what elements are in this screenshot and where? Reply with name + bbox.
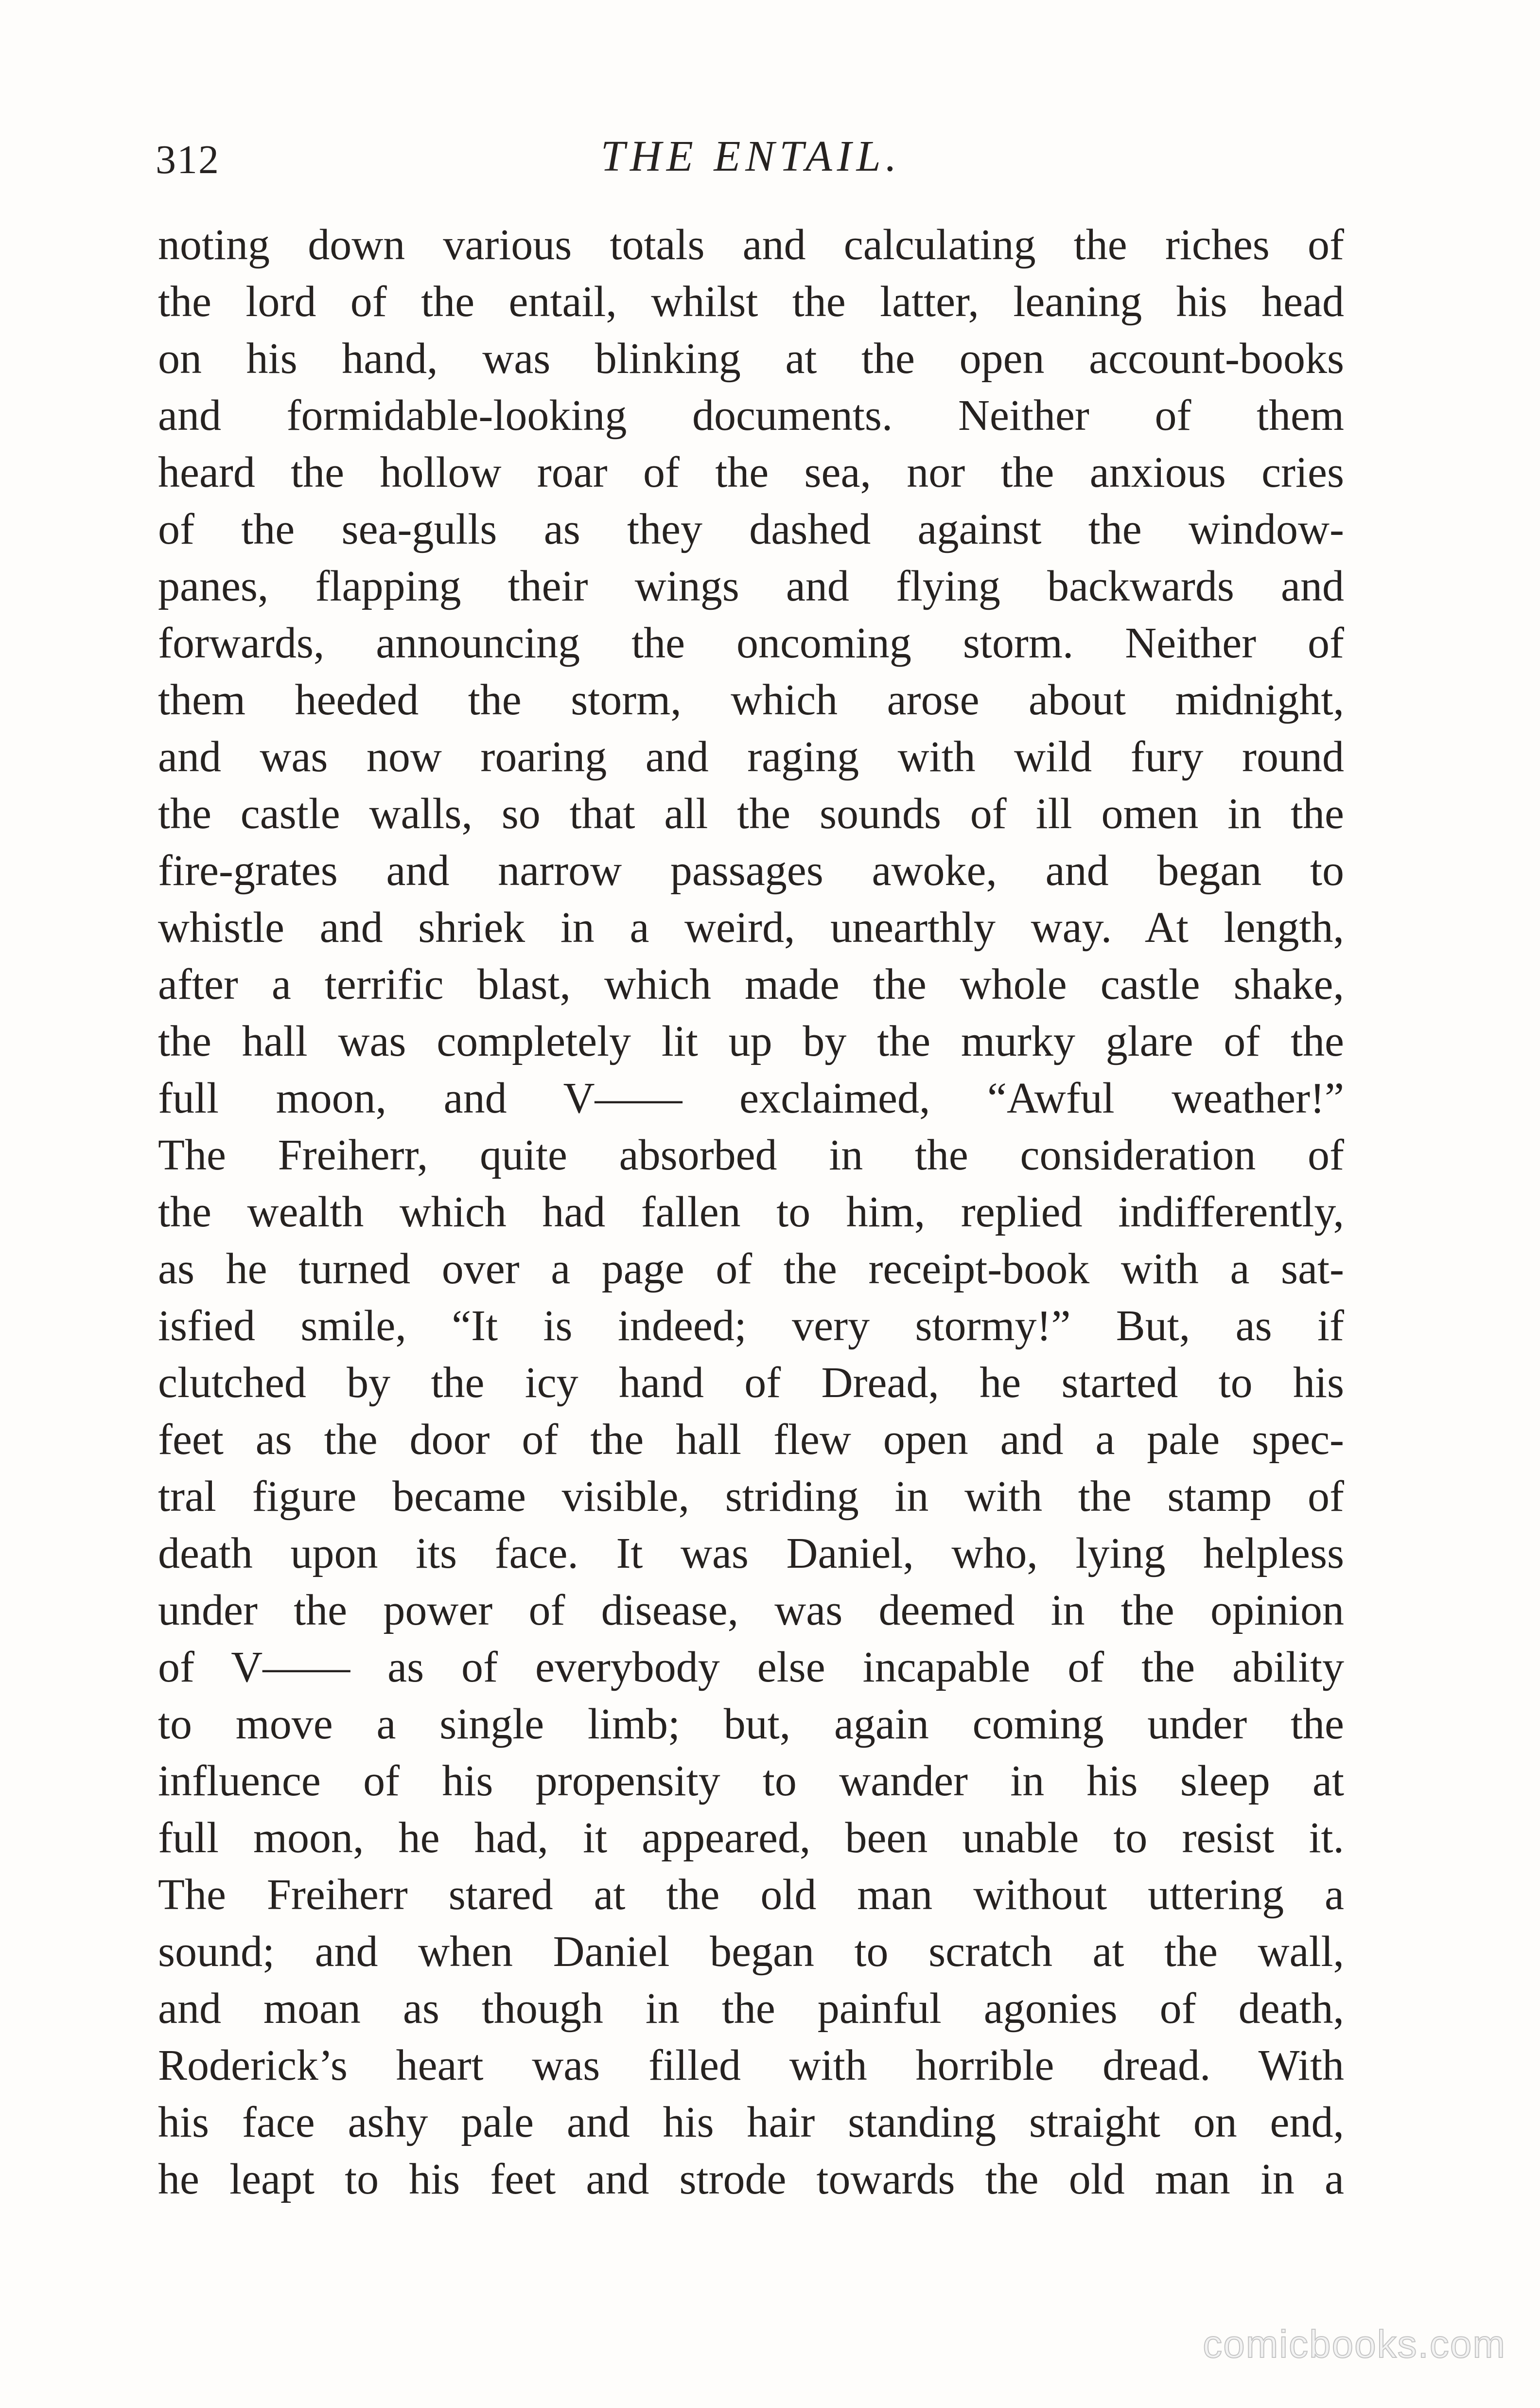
body-text	[158, 216, 1344, 2208]
text-line: the lord of the entail, whilst the latter, leaning his head	[158, 278, 1344, 326]
text-line: after a terrific blast, which made the whole castle shake,	[158, 960, 1344, 1009]
text-line: and moan as though in the painful agonies of death,	[158, 1984, 1344, 2033]
text-line: panes, flapping their wings and flying backwards and	[158, 562, 1344, 610]
text-line: under the power of disease, was deemed in the opinion	[158, 1586, 1344, 1634]
text-line: full moon, and V—— exclaimed, “Awful weather!”	[158, 1074, 1344, 1122]
text-line: noting down various totals and calculating the riches of	[158, 221, 1344, 269]
text-line: feet as the door of the hall flew open and a pale spec-	[158, 1416, 1344, 1464]
text-line: The Freiherr, quite absorbed in the consideration of	[158, 1131, 1344, 1179]
text-line: and was now roaring and raging with wild fury round	[158, 733, 1344, 781]
text-line: sound; and when Daniel began to scratch at the wall,	[158, 1928, 1344, 1976]
text-line: whistle and shriek in a weird, unearthly way. At length,	[158, 903, 1344, 952]
text-line: his face ashy pale and his hair standing straight on end,	[158, 2098, 1344, 2146]
text-line: and formidable-looking documents. Neither of them	[158, 391, 1344, 440]
running-title: THE ENTAIL.	[600, 132, 902, 180]
text-line: on his hand, was blinking at the open account-books	[158, 335, 1344, 383]
text-line: as he turned over a page of the receipt-book with a sat-	[158, 1245, 1344, 1293]
page-number: 312	[156, 137, 220, 182]
text-line: fire-grates and narrow passages awoke, and began to	[158, 847, 1344, 895]
text-line: the hall was completely lit up by the murky glare of the	[158, 1017, 1344, 1065]
text-line: isfied smile, “It is indeed; very stormy!” But, as if	[158, 1302, 1344, 1350]
text-line: of the sea-gulls as they dashed against the window-	[158, 505, 1344, 553]
text-line: heard the hollow roar of the sea, nor the anxious cries	[158, 448, 1344, 496]
text-line: death upon its face. It was Daniel, who, lying helpless	[158, 1529, 1344, 1577]
text-line: tral figure became visible, striding in with the stamp of	[158, 1472, 1344, 1521]
running-head	[156, 122, 1347, 195]
text-line: to move a single limb; but, again coming under the	[158, 1700, 1344, 1748]
text-line: full moon, he had, it appeared, been unable to resist it.	[158, 1814, 1344, 1862]
watermark: comicbooks.com	[1203, 2322, 1506, 2366]
text-line: them heeded the storm, which arose about midnight,	[158, 676, 1344, 724]
text-line: of V—— as of everybody else incapable of the ability	[158, 1643, 1344, 1691]
text-line: the castle walls, so that all the sounds of ill omen in the	[158, 790, 1344, 838]
text-line: forwards, announcing the oncoming storm. Neither of	[158, 619, 1344, 667]
text-line: Roderick’s heart was filled with horrible dread. With	[158, 2041, 1344, 2089]
text-line: influence of his propensity to wander in his sleep at	[158, 1757, 1344, 1805]
text-line: The Freiherr stared at the old man without uttering a	[158, 1871, 1344, 1919]
text-line: he leapt to his feet and strode towards the old man in a	[158, 2155, 1344, 2203]
text-line: the wealth which had fallen to him, replied indifferently,	[158, 1188, 1344, 1236]
text-line: clutched by the icy hand of Dread, he started to his	[158, 1359, 1344, 1407]
